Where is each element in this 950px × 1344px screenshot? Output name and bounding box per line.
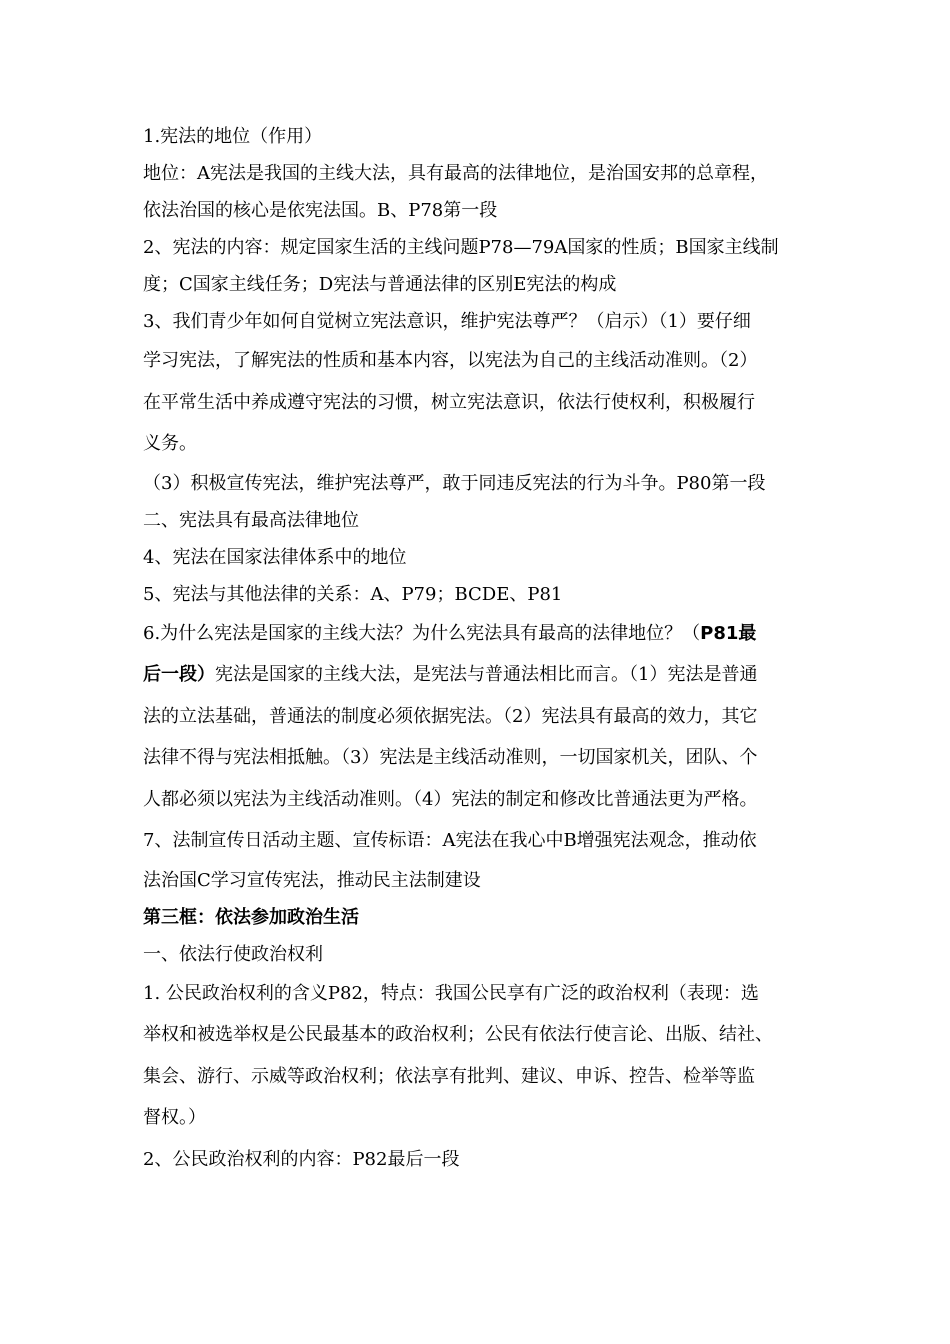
text-line: 二、宪法具有最高法律地位 — [143, 509, 359, 531]
text-line: 法的立法基础，普通法的制度必须依据宪法。（2）宪法具有最高的效力，其它 — [143, 705, 758, 727]
text-line: 学习宪法，了解宪法的性质和基本内容，以宪法为自己的主线活动准则。（2） — [143, 350, 758, 371]
text-segment: 宪法是国家的主线大法，是宪法与普通法相比而言。（1）宪法是普通 — [215, 664, 758, 685]
text-line: 2、宪法的内容：规定国家生活的主线问题P78—79A国家的性质；B国家主线制 — [143, 237, 779, 258]
text-line: 在平常生活中养成遵守宪法的习惯，树立宪法意识，依法行使权利，积极履行 — [143, 391, 755, 413]
document-page — [143, 118, 813, 1180]
text-line — [143, 613, 813, 655]
text-line: 1.宪法的地位（作用） — [143, 126, 323, 147]
text-line: 人都必须以宪法为主线活动准则。（4）宪法的制定和修改比普通法更为严格。 — [143, 788, 758, 810]
text-line — [143, 654, 813, 696]
text-line: 地位：A宪法是我国的主线大法，具有最高的法律地位，是治国安邦的总章程， — [143, 163, 768, 184]
text-line: 一、依法行使政治权利 — [143, 943, 323, 965]
text-line: 度；C国家主线任务；D宪法与普通法律的区别E宪法的构成 — [143, 274, 617, 295]
bold-text-segment: 后一段） — [143, 664, 215, 685]
text-line: 5、宪法与其他法律的关系：A、P79；BCDE、P81 — [143, 583, 563, 605]
text-line: 7、法制宣传日活动主题、宣传标语：A宪法在我心中B增强宪法观念，推动依 — [143, 830, 757, 851]
text-line: 集会、游行、示威等政治权利；依法享有批判、建议、申诉、控告、检举等监 — [143, 1065, 755, 1087]
text-line: 3、我们青少年如何自觉树立宪法意识，维护宪法尊严？（启示）（1）要仔细 — [143, 311, 751, 332]
text-line: 举权和被选举权是公民最基本的政治权利；公民有依法行使言论、出版、结社、 — [143, 1024, 773, 1045]
text-line: 1. 公民政治权利的含义P82，特点：我国公民享有广泛的政治权利（表现：选 — [143, 982, 759, 1004]
text-line: （3）积极宣传宪法，维护宪法尊严，敢于同违反宪法的行为斗争。P80第一段 — [143, 472, 766, 494]
text-line: 法律不得与宪法相抵触。（3）宪法是主线活动准则，一切国家机关，团队、个 — [143, 747, 758, 768]
bold-text-segment: P81最 — [700, 622, 757, 644]
text-line: 督权。） — [143, 1107, 206, 1128]
text-line: 义务。 — [143, 433, 197, 454]
text-line: 2、公民政治权利的内容：P82最后一段 — [143, 1148, 460, 1170]
text-line: 依法治国的核心是依宪法国。B、P78第一段 — [143, 200, 498, 221]
text-line: 第三框：依法参加政治生活 — [143, 906, 359, 928]
text-line: 4、宪法在国家法律体系中的地位 — [143, 546, 407, 568]
text-segment: 6.为什么宪法是国家的主线大法？为什么宪法具有最高的法律地位？（ — [143, 622, 701, 644]
text-line: 法治国C学习宣传宪法，推动民主法制建设 — [143, 869, 481, 891]
